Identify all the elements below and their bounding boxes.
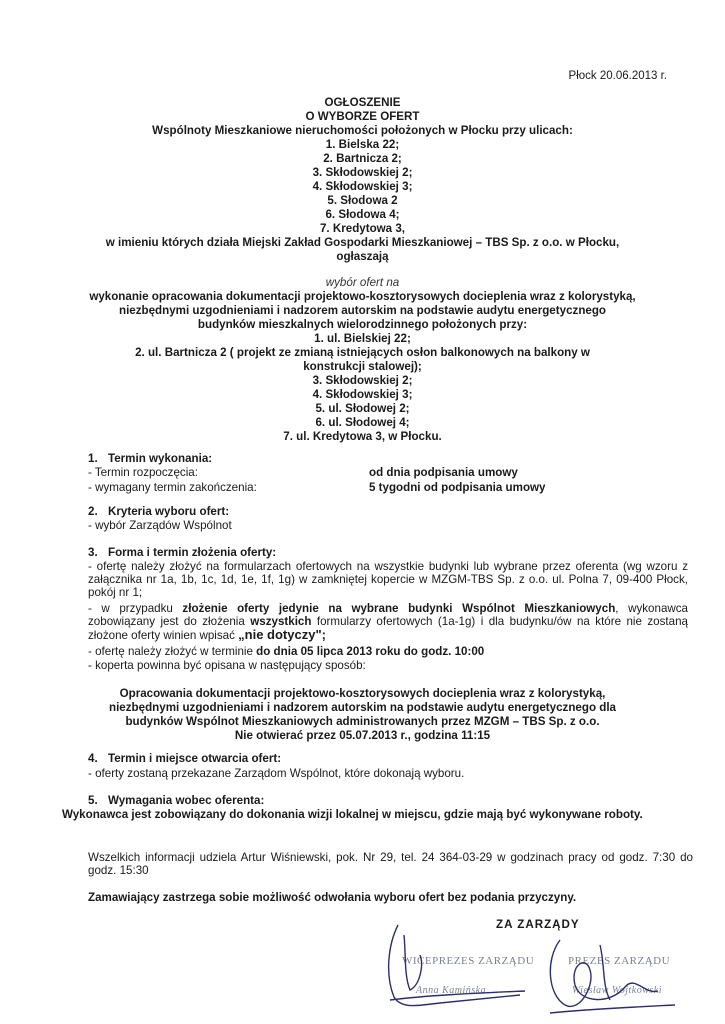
end-value: 5 tygodni od podpisania umowy — [369, 481, 546, 494]
subject-street: 4. Skłodowskiej 3; — [312, 388, 413, 401]
section-requirements — [88, 794, 688, 807]
announce-verb: ogłaszają — [336, 250, 389, 263]
stamp-vice-president-name: Anna Kamińska — [416, 985, 487, 996]
section-opening — [88, 752, 688, 780]
title-announcement: OGŁOSZENIE — [324, 96, 401, 109]
offer-paragraph-2: - w przypadku złożenie oferty jedynie na wybrane budynki Wspólnot Mieszkaniowych, wykonawca zobowiązany jest do złożenia wszystkich formularzy ofertowych (1a-1g) i dla budynku/ów na które nie zostaną złożone oferty winien wpisać „nie dotyczy"; — [88, 602, 689, 642]
reservation-clause: Zamawiający zastrzega sobie możliwość odwołania wyboru ofert bez podania przyczyny. — [88, 891, 577, 904]
offer-paragraph-1: - ofertę należy złożyć na formularzach ofertowych na wszystkie budynki lub wybrane przez oferenta (wg wzoru z załącznika nr 1a, 1b, 1c, 1d, 1e, 1f, 1g) w zamkniętej kopercie w MZGM-TBS Sp. z o.o. ul. Polna 7, 09-400 Płock, pokój nr 1; — [88, 560, 688, 599]
subject-street: 2. ul. Bartnicza 2 ( projekt ze zmianą istniejących osłon balkonowych na balkony w — [135, 346, 590, 359]
subject-intro: wybór ofert na — [325, 276, 400, 289]
subject-street: 3. Skłodowskiej 2; — [312, 374, 413, 387]
start-label: - Termin rozpoczęcia: — [88, 466, 198, 479]
criteria-text: - wybór Zarządów Wspólnot — [88, 519, 232, 532]
subject-street: konstrukcji stalowej); — [303, 360, 422, 373]
envelope-line: budynków Wspólnot Mieszkaniowych administrowanych przez MZGM – TBS Sp. z o.o. — [125, 715, 600, 728]
contact-info: Wszelkich informacji udziela Artur Wiśniewski, pok. Nr 29, tel. 24 364-03-29 w godzinach pracy od godz. 7:30 do godz. 15:30 — [88, 851, 693, 877]
stamp-vice-president: WICEPREZES ZARZĄDU — [402, 955, 535, 967]
subject-line: wykonanie opracowania dokumentacji projektowo-kosztorysowych docieplenia wraz z kolorystyką, — [89, 290, 636, 303]
section-heading: Kryteria wyboru ofert: — [108, 505, 230, 518]
subject-line: niezbędnymi uzgodnieniami i nadzorem autorskim na podstawie audytu energetycznego — [118, 304, 607, 317]
section-number: 2. — [88, 505, 98, 518]
section-offer-form — [88, 546, 688, 559]
offer-deadline: - ofertę należy złożyć w terminie do dnia 05 lipca 2013 roku do godz. 10:00 — [88, 645, 485, 658]
start-value: od dnia podpisania umowy — [369, 466, 518, 479]
end-label: - wymagany termin zakończenia: — [88, 481, 257, 494]
section-number: 4. — [88, 752, 98, 765]
subject-street: 1. ul. Bielskiej 22; — [314, 332, 411, 345]
street-item: 6. Słodowa 4; — [325, 208, 400, 221]
section-heading: Termin i miejsce otwarcia ofert: — [108, 752, 282, 765]
signature-left — [380, 915, 530, 1015]
street-item: 2. Bartnicza 2; — [323, 152, 402, 165]
subject-line: budynków mieszkalnych wielorodzinnego położonych przy: — [197, 318, 528, 331]
opening-text: - oferty zostaną przekazane Zarządom Wspólnot, które dokonają wyboru. — [88, 767, 465, 780]
stamp-president: PREZES ZARZĄDU — [568, 955, 671, 967]
street-item: 1. Bielska 22; — [325, 138, 400, 151]
acting-on-behalf: w imieniu których działa Miejski Zakład Gospodarki Mieszkaniowej – TBS Sp. z o.o. w Płocku, — [105, 236, 620, 249]
requirements-text: Wykonawca jest zobowiązany do dokonania wizji lokalnej w miejscu, gdzie mają być wykonywane roboty. — [62, 808, 643, 821]
intro-line: Wspólnoty Mieszkaniowe nieruchomości położonych w Płocku przy ulicach: — [152, 124, 573, 137]
section-execution-term — [88, 452, 688, 494]
section-heading: Forma i termin złożenia oferty: — [108, 546, 277, 559]
signature-right — [540, 925, 680, 1020]
subject-street: 6. ul. Słodowej 4; — [315, 416, 410, 429]
section-heading: Termin wykonania: — [108, 452, 213, 465]
subject-street: 7. ul. Kredytowa 3, w Płocku. — [283, 430, 442, 443]
section-number: 1. — [88, 452, 98, 465]
section-selection-criteria — [88, 505, 688, 532]
street-item: 4. Skłodowskiej 3; — [312, 180, 413, 193]
subject-street: 5. ul. Słodowej 2; — [315, 402, 410, 415]
envelope-instruction: - koperta powinna być opisana w następujący sposób: — [88, 659, 366, 672]
street-item: 7. Kredytowa 3, — [319, 222, 406, 235]
title-offer-selection: O WYBORZE OFERT — [305, 110, 420, 123]
document-date: Płock 20.06.2013 r. — [568, 70, 667, 82]
stamp-president-name: Wiesław Wojtkowski — [572, 985, 663, 996]
section-number: 3. — [88, 546, 98, 559]
envelope-line: niezbędnymi uzgodnieniami i nadzorem autorskim na podstawie audytu energetycznego dla — [109, 701, 616, 714]
signature-title: ZA ZARZĄDY — [496, 918, 580, 931]
section-heading: Wymagania wobec oferenta: — [108, 794, 265, 807]
street-item: 3. Skłodowskiej 2; — [312, 166, 413, 179]
envelope-line: Opracowania dokumentacji projektowo-kosztorysowych docieplenia wraz z kolorystyką, — [119, 687, 606, 700]
street-item: 5. Słodowa 2 — [327, 194, 398, 207]
section-number: 5. — [88, 794, 98, 807]
envelope-line: Nie otwierać przez 05.07.2013 r., godzina 11:15 — [234, 729, 491, 742]
